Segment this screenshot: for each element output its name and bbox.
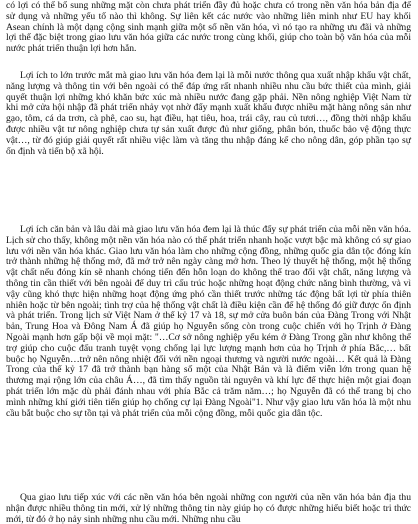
paragraph-4: Qua giao lưu tiếp xúc với các nền văn hóa bên ngoài những con người của nền văn hóa bản địa thu nhận được nhiều thông tin mới, xử lý những thông tin này giúp họ có được những hiểu biết hoặc tri thức mới, từ đó ở họ nảy sinh những nhu cầu mới. Những nhu cầu	[6, 492, 411, 524]
paragraph-1: có lợi có thể bổ sung những mặt còn chưa phát triển đầy đủ hoặc chưa có trong nền văn hóa bản địa để sử dụng và những yếu tố nào thì không. Sự liên kết các nước vào những liên minh như EU hay khối Asean chính là một dạng cộng sinh mạnh giữa một số nền văn hóa, vì nó tạo ra những ưu đãi và những lợi thế đặc biệt trong giao lưu văn hóa giữa các nước trong cùng khối, giúp cho toàn bộ văn hóa của mỗi nước phát triển thuận lợi hơn hẳn.	[6, 0, 411, 55]
paragraph-3: Lợi ích căn bản và lâu dài mà giao lưu văn hóa đem lại là thúc đẩy sự phát triển của mỗi nền văn hóa. Lịch sử cho thấy, không một nền văn hóa nào có thể phát triển nhanh hoặc vượt bậc mà không có sự giao lưu với nền văn hóa khác. Giao lưu văn hóa làm cho những cộng đồng, những quốc gia dân tộc đóng kín trở thành những hệ thống mở, đã mở trở nên ngày càng mở hơn. Theo lý thuyết hệ thống, một hệ thống vật chất nếu đóng kín sẽ nhanh chóng tiến đến hỗn loạn do không thể trao đổi vật chất, năng lượng và thông tin cần thiết với bên ngoài để duy trì cấu trúc hoặc những hoạt động chức năng bình thường, và vì vậy cũng khó thực hiện những hoạt động ứng phó cần thiết trước những tác động bất lợi từ phía thiên nhiên hoặc từ bên ngoài; tình trợ của hệ thống vật chất là điều kiện cần để hệ thống đó giữ được ổn định và phát triển. Trong lịch sử Việt Nam ở thế kỷ 17 và 18, sự mở cửa buôn bán của Đàng Trong với Nhật bản, Trung Hoa và Đông Nam Á đã giúp họ Nguyễn sống còn trong cuộc chiến với họ Trịnh ở Đàng Ngoài mạnh hơn gấp bội về mọi mặt: "…Cơ sở nông nghiệp yếu kém ở Đàng Trong gần như không thể trợ giúp cho cuộc đấu tranh tuyệt vọng chống lại lực lượng mạnh hơn của họ Trịnh ở phía Bắc,… bất buộc họ Nguyễn…trở nên nông nhiệt đối với nền ngoại thương và người nước ngoài… Kết quả là Đàng Trong của thế kỷ 17 đã trở thành bạn hàng số một của Nhật Bản và là điểm viễn lớn trong quan hệ thương mại rộng lớn của châu Á…, đã tìm thấy nguồn tài nguyên và khí lực để thực hiện một giai đoạn phát triển lớn mặc dù phải đánh nhau với phía Bắc cả trăm năm…; họ Nguyễn đã có thể trang bị cho mình những khí giới tiên tiến giúp họ chống cự lại Đàng Ngoài"1. Như vậy giao lưu văn hóa là một nhu cầu bắt buộc cho sự tồn tại và phát triển của mỗi cộng đồng, mỗi quốc gia dân tộc.	[6, 224, 411, 419]
paragraph-2: Lợi ích to lớn trước mắt mà giao lưu văn hóa đem lại là mỗi nước thông qua xuất nhập khẩu vật chất, năng lượng và thông tin với bên ngoài có thể đáp ứng rất nhanh nhiều nhu cầu bức thiết của mình, giải quyết thuận lợi những khó khăn bức xúc mà nhiều nước đang gặp phải. Nền nông nghiệp Việt Nam từ khi mở cửa hội nhập đã phát triển nhảy vọt nhờ đẩy mạnh xuất khẩu được nhiều mặt hàng nông sản như gạo, tôm, cá da trơn, cà phê, cao su, hạt điều, hạt tiêu, hoa, trái cây, rau củ tươi…, đồng thời nhập khẩu được nhiều vật tư nông nghiệp chưa tự sản xuất được đủ như giống, phân bón, thuốc bảo vệ động thực vật…, từ đó giúp giải quyết rất nhiều việc làm và tăng thu nhập đáng kể cho nông dân, góp phần tạo sự ổn định và tiến bộ xã hội.	[6, 70, 411, 157]
